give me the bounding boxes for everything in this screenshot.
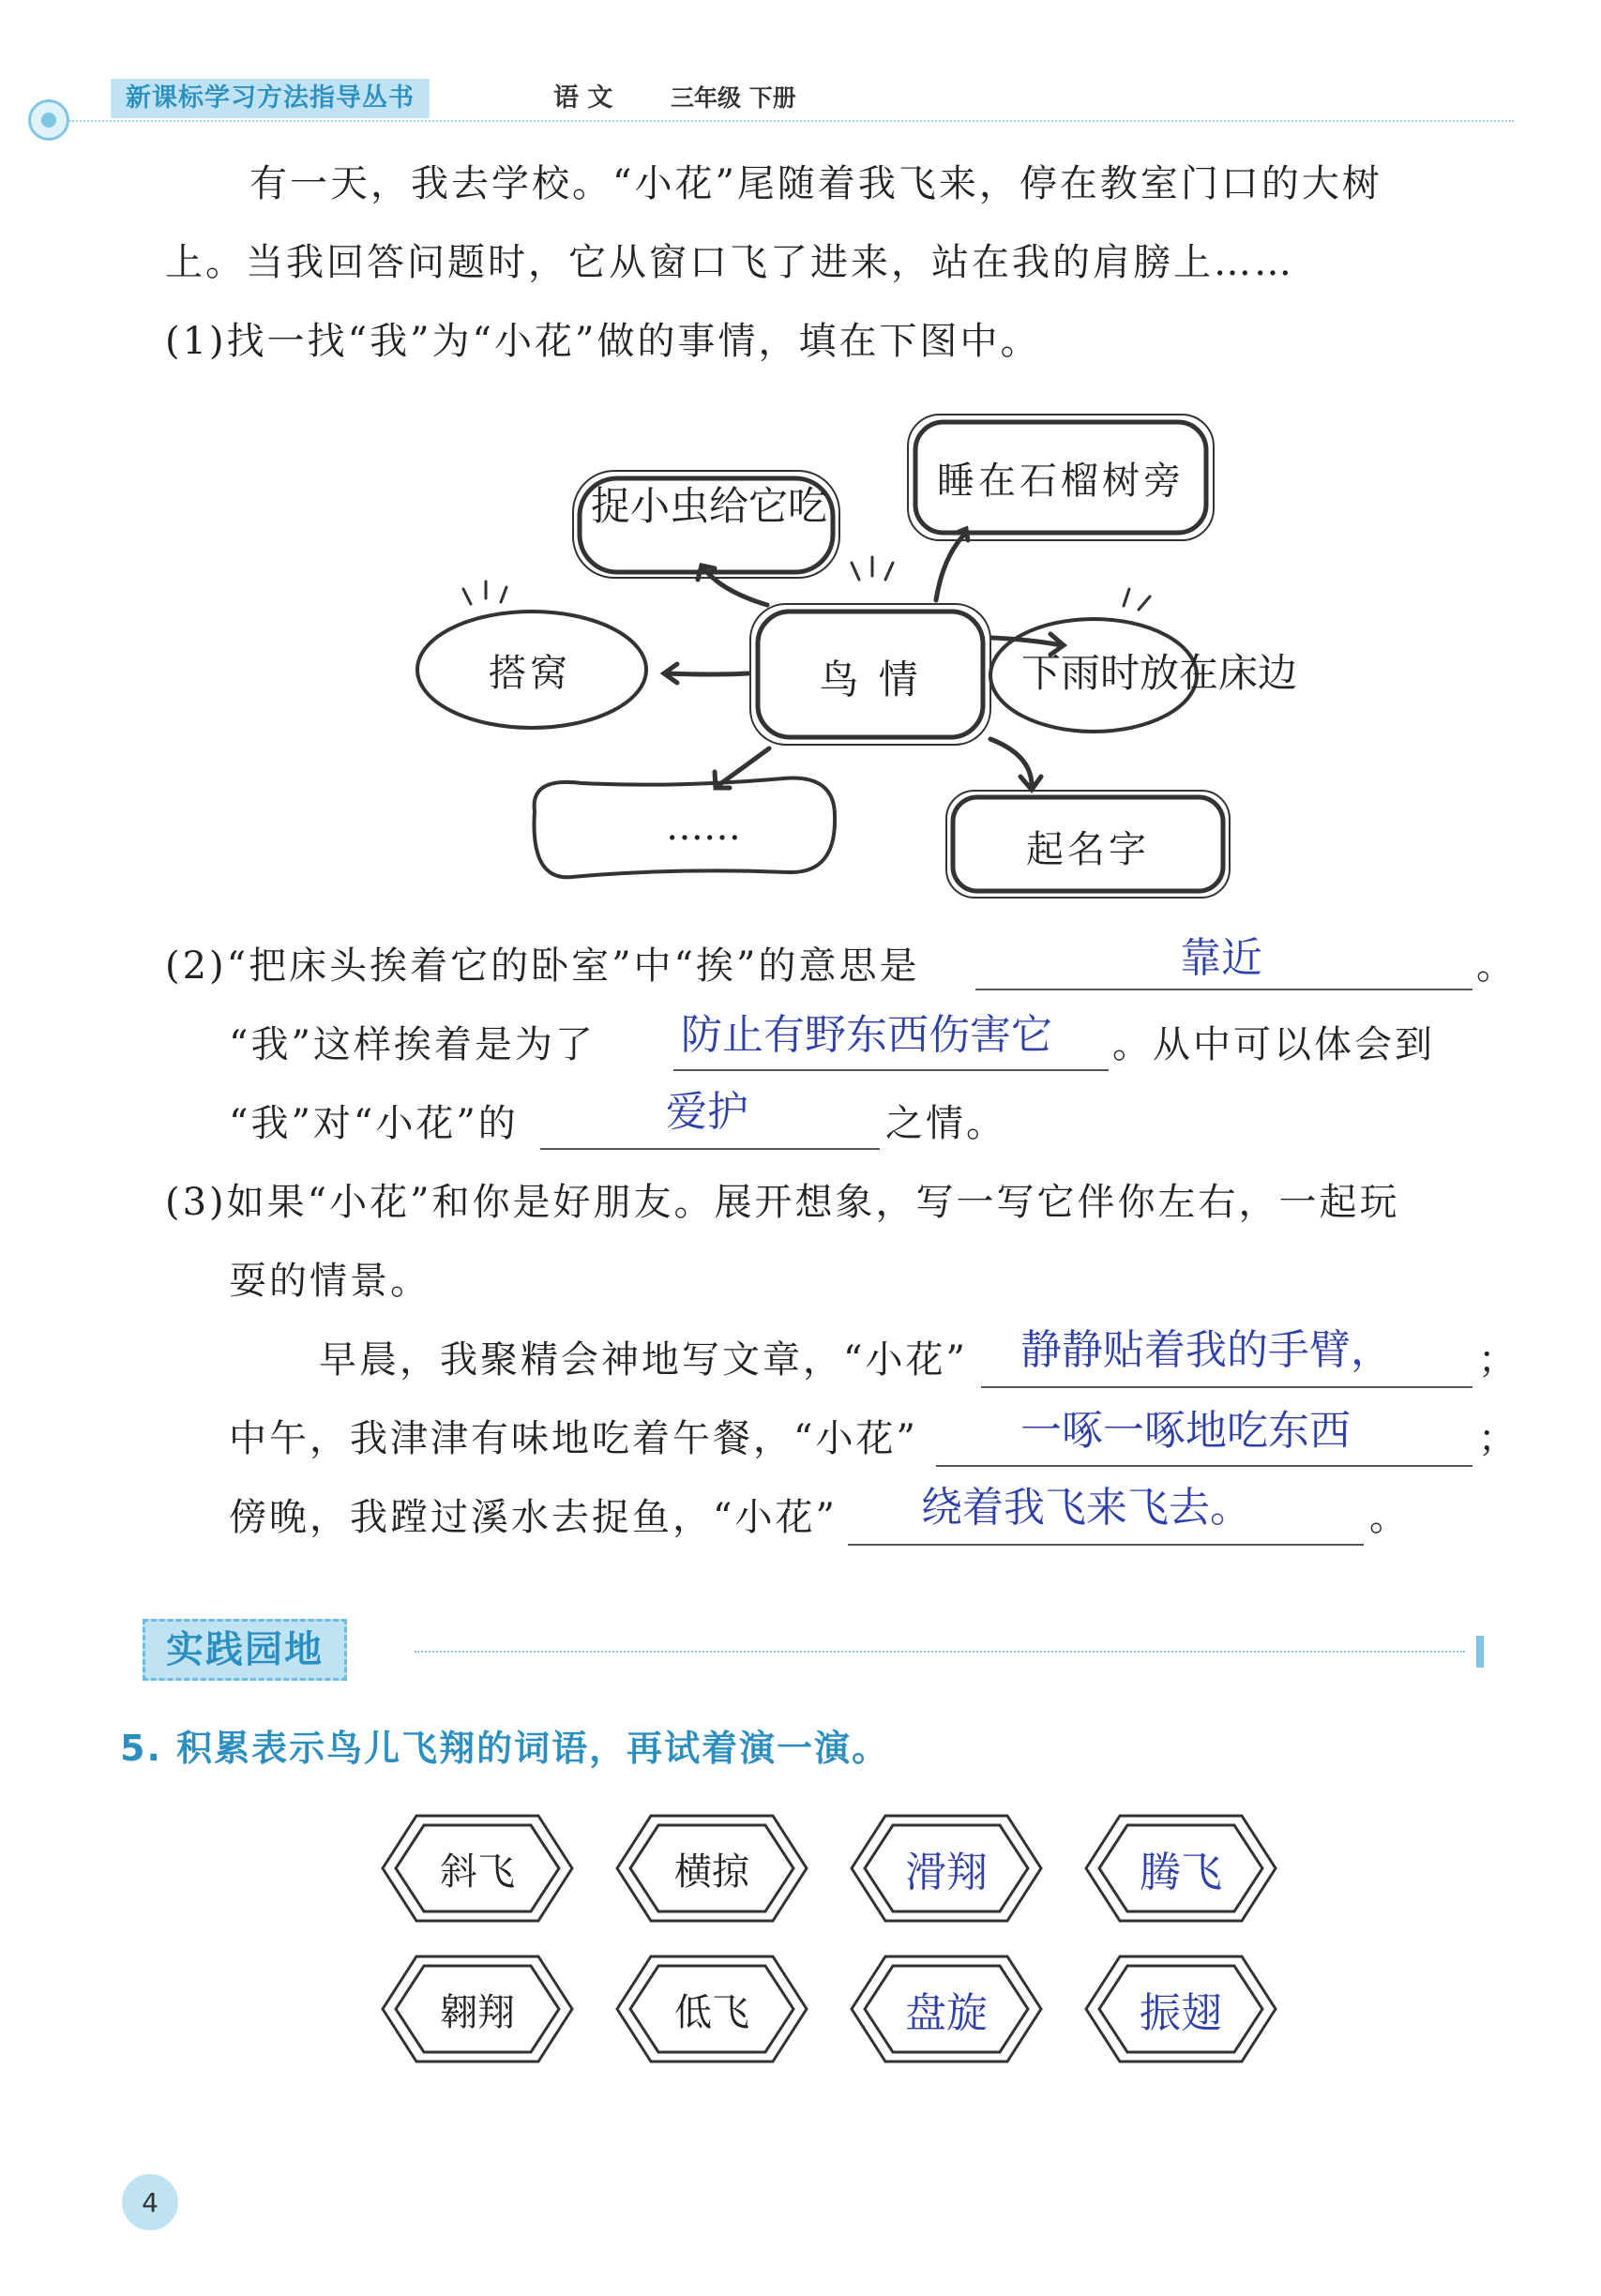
q2-line3-prefix: “我”对“小花”的	[229, 1102, 519, 1145]
q3-morning-prefix: 早晨，我聚精会神地写文章，“小花”	[319, 1338, 968, 1382]
section-divider	[415, 1651, 1465, 1653]
bubble-rain-bedside-answer: 下雨时放在床边	[1020, 650, 1297, 696]
word-label-handwritten: 滑翔	[905, 1849, 988, 1896]
page-number: 4	[122, 2174, 178, 2230]
q3-evening-prefix: 傍晚，我蹚过溪水去捉鱼，“小花”	[229, 1496, 838, 1539]
q2-line1-suffix: 。	[1476, 944, 1517, 988]
q3-blank-morning	[981, 1386, 1473, 1388]
header-circle-icon	[28, 99, 69, 141]
word-hexagon	[848, 1812, 1045, 1925]
word-label: 翱翔	[440, 1990, 515, 2034]
q2-line1-prefix: (2)“把床头挨着它的卧室”中“挨”的意思是	[165, 944, 920, 988]
q2-answer-2: 防止有野东西伤害它	[681, 1011, 1052, 1059]
q2-blank-1	[975, 989, 1473, 990]
word-hexagon	[1082, 1953, 1279, 2065]
q2-line2-prefix: “我”这样挨着是为了	[229, 1023, 596, 1066]
q3-morning-suffix: ；	[1478, 1338, 1518, 1382]
word-label: 横掠	[674, 1850, 749, 1894]
q1-prompt: (1)找一找“我”为“小花”做的事情，填在下图中。	[165, 320, 1041, 363]
bubble-build-nest: 搭窝	[489, 651, 571, 695]
word-hexagon	[613, 1953, 810, 2065]
section-header	[143, 1613, 1484, 1688]
word-label-handwritten: 盘旋	[905, 1989, 988, 2037]
page-header	[28, 66, 1491, 150]
q2-answer-3: 爱护	[666, 1088, 748, 1136]
word-hexagon	[379, 1953, 576, 2065]
passage-line-1: 有一天，我去学校。“小花”尾随着我飞来，停在教室门口的大树	[249, 162, 1382, 205]
header-divider	[69, 120, 1514, 122]
q2-blank-3	[540, 1148, 880, 1150]
grade-label: 三年级 下册	[671, 84, 796, 112]
passage-line-2: 上。当我回答问题时，它从窗口飞了进来，站在我的肩膀上……	[165, 241, 1294, 284]
word-hexagon	[379, 1812, 576, 1925]
word-label: 斜飞	[440, 1850, 515, 1894]
q3-blank-noon	[936, 1465, 1473, 1467]
diagram-center-label: 鸟 情	[819, 657, 922, 702]
q3-noon-answer: 一啄一啄地吃东西	[1020, 1407, 1351, 1455]
q3-noon-prefix: 中午，我津津有味地吃着午餐，“小花”	[229, 1417, 918, 1460]
q2-line2-suffix: 。从中可以体会到	[1112, 1023, 1435, 1066]
series-title: 新课标学习方法指导丛书	[111, 79, 430, 118]
word-label: 低飞	[674, 1990, 749, 2034]
q3-evening-suffix: 。	[1369, 1496, 1410, 1539]
word-hexagon	[1082, 1812, 1279, 1925]
bubble-give-name: 起名字	[1026, 827, 1150, 871]
section-title: 实践园地	[143, 1619, 347, 1681]
q3-morning-answer: 静静贴着我的手臂，	[1020, 1326, 1392, 1374]
word-label-handwritten: 腾飞	[1140, 1849, 1222, 1896]
q3-evening-answer: 绕着我飞来飞去。	[921, 1484, 1251, 1532]
q2-answer-1: 靠近	[1180, 934, 1262, 982]
q3-blank-evening	[848, 1544, 1364, 1546]
bubble-ellipsis: ……	[666, 806, 741, 849]
bird-feeling-diagram	[394, 394, 1297, 919]
word-label-handwritten: 振翅	[1140, 1989, 1222, 2037]
q3-line-2: 耍的情景。	[229, 1260, 430, 1303]
q5-prompt: 5. 积累表示鸟儿飞翔的词语，再试着演一演。	[120, 1728, 890, 1769]
q3-noon-suffix: ；	[1478, 1417, 1518, 1460]
q2-blank-2	[673, 1069, 1109, 1071]
q3-line-1: (3)如果“小花”和你是好朋友。展开想象，写一写它伴你左右，一起玩	[165, 1181, 1400, 1224]
q2-line3-suffix: 之情。	[885, 1102, 1006, 1145]
subject-label: 语 文	[553, 83, 613, 113]
section-end-mark	[1476, 1636, 1484, 1668]
word-hexagon	[848, 1953, 1045, 2065]
bubble-sleep-by-tree: 睡在石榴树旁	[937, 459, 1185, 503]
bubble-catch-insects-answer: 捉小虫给它吃	[590, 483, 827, 529]
word-hexagon	[613, 1812, 810, 1925]
